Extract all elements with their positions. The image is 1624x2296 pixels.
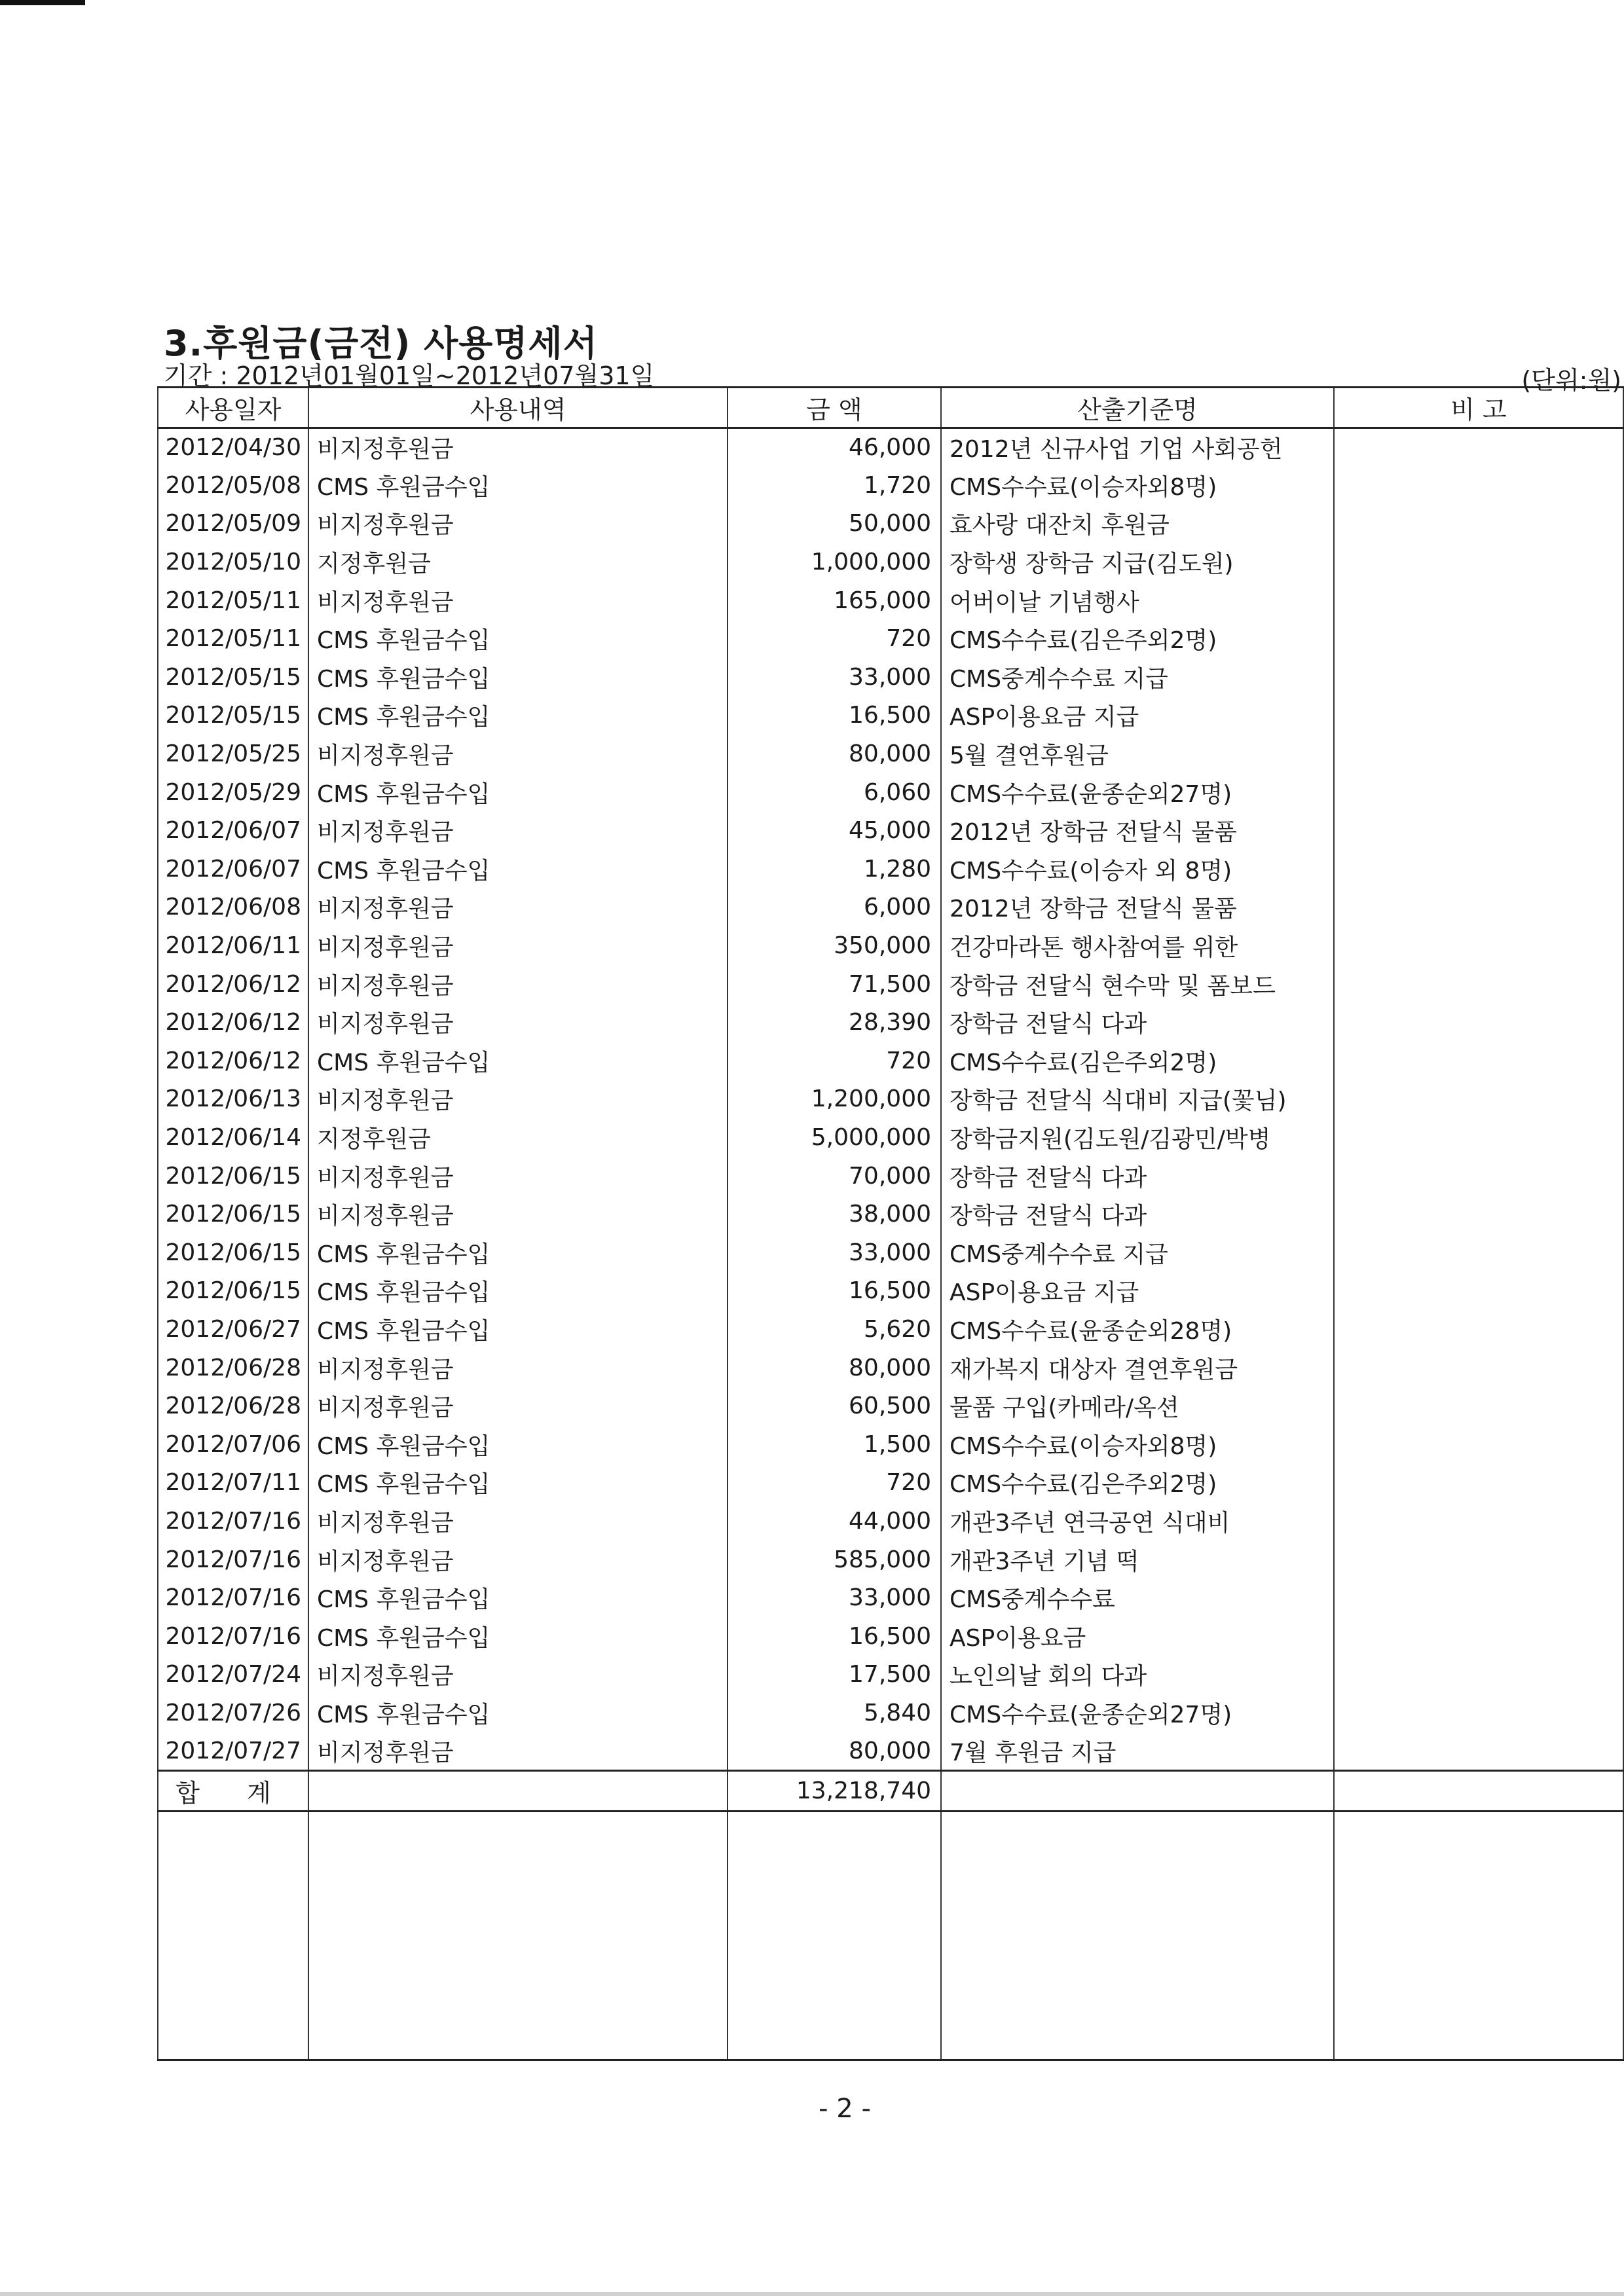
cell-note	[1334, 1349, 1623, 1387]
cell-note	[1334, 1003, 1623, 1042]
cell-date: 2012/06/12	[158, 1003, 308, 1042]
cell-description: CMS 후원금수입	[308, 1617, 728, 1656]
cell-description: 지정후원금	[308, 543, 728, 581]
cell-description: 비지정후원금	[308, 926, 728, 965]
cell-amount: 46,000	[728, 428, 941, 467]
cell-description: 비지정후원금	[308, 1732, 728, 1771]
cell-date: 2012/06/15	[158, 1157, 308, 1195]
cell-date: 2012/06/07	[158, 850, 308, 888]
cell-amount: 5,840	[728, 1694, 941, 1732]
table-row	[158, 1694, 1623, 1732]
table-row	[158, 1425, 1623, 1464]
total-amount: 13,218,740	[728, 1770, 941, 1811]
cell-description: CMS 후원금수입	[308, 1310, 728, 1349]
cell-amount: 165,000	[728, 581, 941, 620]
table-row	[158, 697, 1623, 735]
cell-date: 2012/06/11	[158, 926, 308, 965]
cell-note	[1334, 1042, 1623, 1080]
cell-note	[1334, 1425, 1623, 1464]
cell-note	[1334, 1118, 1623, 1157]
cell-description: CMS 후원금수입	[308, 1464, 728, 1503]
cell-date: 2012/06/08	[158, 888, 308, 927]
cell-description: 비지정후원금	[308, 1502, 728, 1540]
cell-basis: 장학금 전달식 현수막 및 폼보드	[941, 965, 1334, 1004]
cell-description: 비지정후원금	[308, 428, 728, 467]
cell-amount: 44,000	[728, 1502, 941, 1540]
cell-date: 2012/05/29	[158, 773, 308, 812]
cell-date: 2012/05/11	[158, 619, 308, 658]
cell-amount: 1,000,000	[728, 543, 941, 581]
cell-note	[1334, 543, 1623, 581]
cell-amount: 1,200,000	[728, 1080, 941, 1119]
header-basis: 산출기준명	[941, 388, 1334, 428]
cell-description: 비지정후원금	[308, 965, 728, 1004]
cell-date: 2012/04/30	[158, 428, 308, 467]
blank-cell	[308, 1811, 728, 2060]
cell-date: 2012/06/07	[158, 811, 308, 850]
cell-description: CMS 후원금수입	[308, 697, 728, 735]
cell-note	[1334, 619, 1623, 658]
cell-amount: 80,000	[728, 1732, 941, 1771]
cell-description: 비지정후원금	[308, 1080, 728, 1119]
cell-date: 2012/06/28	[158, 1387, 308, 1425]
cell-amount: 6,000	[728, 888, 941, 927]
table-row	[158, 773, 1623, 812]
table-row	[158, 1349, 1623, 1387]
cell-basis: CMS수수료(이승자외8명)	[941, 1425, 1334, 1464]
cell-description: 비지정후원금	[308, 735, 728, 773]
blank-row	[158, 1811, 1623, 2060]
cell-basis: CMS수수료(김은주외2명)	[941, 619, 1334, 658]
cell-amount: 350,000	[728, 926, 941, 965]
table-row	[158, 1042, 1623, 1080]
table-row	[158, 965, 1623, 1004]
cell-note	[1334, 735, 1623, 773]
cell-description: CMS 후원금수입	[308, 658, 728, 697]
cell-basis: 개관3주년 연극공연 식대비	[941, 1502, 1334, 1540]
total-empty-cell	[308, 1770, 728, 1811]
cell-note	[1334, 1578, 1623, 1617]
cell-date: 2012/07/11	[158, 1464, 308, 1503]
cell-amount: 585,000	[728, 1540, 941, 1579]
table-row	[158, 658, 1623, 697]
cell-basis: 장학금 전달식 다과	[941, 1003, 1334, 1042]
cell-description: CMS 후원금수입	[308, 850, 728, 888]
cell-basis: 2012년 신규사업 기업 사회공헌	[941, 428, 1334, 467]
cell-note	[1334, 1157, 1623, 1195]
scan-corner-mark	[0, 0, 85, 5]
cell-note	[1334, 1540, 1623, 1579]
cell-description: 비지정후원금	[308, 1656, 728, 1694]
table-row	[158, 1656, 1623, 1694]
cell-description: CMS 후원금수입	[308, 466, 728, 505]
cell-amount: 17,500	[728, 1656, 941, 1694]
cell-basis: 장학생 장학금 지급(김도원)	[941, 543, 1334, 581]
cell-date: 2012/06/15	[158, 1233, 308, 1272]
cell-basis: CMS수수료(김은주외2명)	[941, 1464, 1334, 1503]
table-row	[158, 811, 1623, 850]
cell-date: 2012/07/16	[158, 1502, 308, 1540]
cell-amount: 28,390	[728, 1003, 941, 1042]
cell-basis: CMS중계수수료 지급	[941, 658, 1334, 697]
table-row	[158, 505, 1623, 543]
cell-description: 비지정후원금	[308, 1157, 728, 1195]
cell-basis: 건강마라톤 행사참여를 위한	[941, 926, 1334, 965]
cell-note	[1334, 926, 1623, 965]
table-row	[158, 619, 1623, 658]
cell-date: 2012/07/26	[158, 1694, 308, 1732]
cell-basis: 노인의날 회의 다과	[941, 1656, 1334, 1694]
blank-cell	[158, 1811, 308, 2060]
cell-date: 2012/05/10	[158, 543, 308, 581]
cell-amount: 80,000	[728, 735, 941, 773]
total-empty-cell	[941, 1770, 1334, 1811]
cell-basis: ASP이용요금 지급	[941, 1272, 1334, 1311]
table-row	[158, 1540, 1623, 1579]
table-row	[158, 1464, 1623, 1503]
table-row	[158, 581, 1623, 620]
cell-date: 2012/07/24	[158, 1656, 308, 1694]
header-amount: 금 액	[728, 388, 941, 428]
cell-note	[1334, 773, 1623, 812]
table-row	[158, 1195, 1623, 1233]
cell-description: 비지정후원금	[308, 1349, 728, 1387]
cell-note	[1334, 1502, 1623, 1540]
cell-basis: CMS수수료(윤종순외28명)	[941, 1310, 1334, 1349]
cell-date: 2012/06/13	[158, 1080, 308, 1119]
table-row	[158, 735, 1623, 773]
total-empty-cell	[1334, 1770, 1623, 1811]
cell-date: 2012/06/15	[158, 1195, 308, 1233]
cell-description: 비지정후원금	[308, 1540, 728, 1579]
cell-basis: CMS중계수수료 지급	[941, 1233, 1334, 1272]
cell-basis: 물품 구입(카메라/옥션	[941, 1387, 1334, 1425]
table-row	[158, 428, 1623, 467]
cell-description: 비지정후원금	[308, 1387, 728, 1425]
cell-amount: 70,000	[728, 1157, 941, 1195]
cell-amount: 33,000	[728, 658, 941, 697]
header-date: 사용일자	[158, 388, 308, 428]
table-row	[158, 1080, 1623, 1119]
cell-amount: 50,000	[728, 505, 941, 543]
cell-description: 비지정후원금	[308, 811, 728, 850]
table-row	[158, 1310, 1623, 1349]
cell-date: 2012/07/16	[158, 1540, 308, 1579]
cell-amount: 71,500	[728, 965, 941, 1004]
cell-note	[1334, 1080, 1623, 1119]
cell-date: 2012/05/09	[158, 505, 308, 543]
cell-description: CMS 후원금수입	[308, 1042, 728, 1080]
cell-basis: CMS수수료(이승자외8명)	[941, 466, 1334, 505]
cell-amount: 45,000	[728, 811, 941, 850]
cell-basis: CMS중계수수료	[941, 1578, 1334, 1617]
cell-note	[1334, 1387, 1623, 1425]
cell-note	[1334, 1656, 1623, 1694]
cell-note	[1334, 1272, 1623, 1311]
cell-basis: CMS수수료(윤종순외27명)	[941, 1694, 1334, 1732]
cell-description: 비지정후원금	[308, 1195, 728, 1233]
cell-basis: 장학금 전달식 다과	[941, 1195, 1334, 1233]
cell-date: 2012/05/08	[158, 466, 308, 505]
cell-note	[1334, 1617, 1623, 1656]
cell-note	[1334, 1233, 1623, 1272]
cell-description: 비지정후원금	[308, 888, 728, 927]
cell-amount: 720	[728, 1042, 941, 1080]
table-row	[158, 1272, 1623, 1311]
cell-description: CMS 후원금수입	[308, 1694, 728, 1732]
cell-date: 2012/06/15	[158, 1272, 308, 1311]
cell-date: 2012/06/12	[158, 965, 308, 1004]
cell-basis: 2012년 장학금 전달식 물품	[941, 888, 1334, 927]
cell-note	[1334, 965, 1623, 1004]
header-note: 비 고	[1334, 388, 1623, 428]
total-row	[158, 1770, 1623, 1811]
cell-date: 2012/07/27	[158, 1732, 308, 1771]
table-row	[158, 466, 1623, 505]
table-row	[158, 1233, 1623, 1272]
cell-amount: 5,000,000	[728, 1118, 941, 1157]
cell-date: 2012/06/27	[158, 1310, 308, 1349]
cell-amount: 16,500	[728, 697, 941, 735]
cell-amount: 16,500	[728, 1617, 941, 1656]
table-row	[158, 926, 1623, 965]
cell-basis: CMS수수료(윤종순외27명)	[941, 773, 1334, 812]
cell-description: 비지정후원금	[308, 581, 728, 620]
table-row	[158, 1003, 1623, 1042]
table-row	[158, 1617, 1623, 1656]
blank-cell	[1334, 1811, 1623, 2060]
cell-note	[1334, 658, 1623, 697]
cell-amount: 16,500	[728, 1272, 941, 1311]
page-number: - 2 -	[819, 2094, 871, 2124]
cell-note	[1334, 850, 1623, 888]
cell-description: CMS 후원금수입	[308, 619, 728, 658]
cell-note	[1334, 697, 1623, 735]
cell-basis: 장학금지원(김도원/김광민/박병	[941, 1118, 1334, 1157]
cell-note	[1334, 888, 1623, 927]
cell-amount: 33,000	[728, 1233, 941, 1272]
cell-amount: 80,000	[728, 1349, 941, 1387]
cell-description: CMS 후원금수입	[308, 1233, 728, 1272]
cell-basis: CMS수수료(김은주외2명)	[941, 1042, 1334, 1080]
cell-note	[1334, 1195, 1623, 1233]
table-row	[158, 1732, 1623, 1771]
cell-note	[1334, 1694, 1623, 1732]
cell-amount: 5,620	[728, 1310, 941, 1349]
cell-basis: 장학금 전달식 다과	[941, 1157, 1334, 1195]
cell-date: 2012/05/15	[158, 658, 308, 697]
cell-note	[1334, 1732, 1623, 1771]
cell-basis: 재가복지 대상자 결연후원금	[941, 1349, 1334, 1387]
table-row	[158, 1578, 1623, 1617]
cell-description: 지정후원금	[308, 1118, 728, 1157]
donation-usage-table	[157, 386, 1624, 2061]
total-label: 합 계	[158, 1770, 308, 1811]
cell-amount: 38,000	[728, 1195, 941, 1233]
cell-date: 2012/07/06	[158, 1425, 308, 1464]
cell-date: 2012/05/25	[158, 735, 308, 773]
cell-amount: 720	[728, 1464, 941, 1503]
table-row	[158, 1387, 1623, 1425]
header-description: 사용내역	[308, 388, 728, 428]
scan-bottom-edge	[0, 2292, 1624, 2296]
cell-date: 2012/05/15	[158, 697, 308, 735]
table-row	[158, 850, 1623, 888]
cell-date: 2012/05/11	[158, 581, 308, 620]
cell-description: CMS 후원금수입	[308, 773, 728, 812]
cell-amount: 60,500	[728, 1387, 941, 1425]
cell-note	[1334, 581, 1623, 620]
cell-date: 2012/06/12	[158, 1042, 308, 1080]
document-title: 3.후원금(금전) 사용명세서	[164, 323, 598, 364]
cell-basis: 어버이날 기념행사	[941, 581, 1334, 620]
unit-label: (단위:원)	[1521, 366, 1621, 395]
cell-amount: 720	[728, 619, 941, 658]
cell-basis: 장학금 전달식 식대비 지급(꽃님)	[941, 1080, 1334, 1119]
cell-basis: 개관3주년 기념 떡	[941, 1540, 1334, 1579]
cell-basis: 7월 후원금 지급	[941, 1732, 1334, 1771]
cell-note	[1334, 466, 1623, 505]
table-header-row	[158, 388, 1623, 428]
cell-description: CMS 후원금수입	[308, 1578, 728, 1617]
cell-note	[1334, 428, 1623, 467]
cell-note	[1334, 1464, 1623, 1503]
cell-description: CMS 후원금수입	[308, 1272, 728, 1311]
table-row	[158, 1502, 1623, 1540]
cell-date: 2012/07/16	[158, 1617, 308, 1656]
cell-basis: ASP이용요금	[941, 1617, 1334, 1656]
cell-basis: 효사랑 대잔치 후원금	[941, 505, 1334, 543]
table-body	[158, 428, 1623, 1771]
cell-description: CMS 후원금수입	[308, 1425, 728, 1464]
cell-date: 2012/06/14	[158, 1118, 308, 1157]
cell-description: 비지정후원금	[308, 505, 728, 543]
blank-cell	[728, 1811, 941, 2060]
table-row	[158, 543, 1623, 581]
cell-date: 2012/06/28	[158, 1349, 308, 1387]
cell-amount: 33,000	[728, 1578, 941, 1617]
cell-note	[1334, 1310, 1623, 1349]
cell-amount: 6,060	[728, 773, 941, 812]
cell-date: 2012/07/16	[158, 1578, 308, 1617]
cell-description: 비지정후원금	[308, 1003, 728, 1042]
cell-basis: 2012년 장학금 전달식 물품	[941, 811, 1334, 850]
cell-basis: 5월 결연후원금	[941, 735, 1334, 773]
table-row	[158, 1157, 1623, 1195]
period-range: 기간 : 2012년01월01일~2012년07월31일	[164, 361, 655, 390]
cell-note	[1334, 505, 1623, 543]
table-row	[158, 1118, 1623, 1157]
cell-amount: 1,280	[728, 850, 941, 888]
cell-basis: ASP이용요금 지급	[941, 697, 1334, 735]
cell-basis: CMS수수료(이승자 외 8명)	[941, 850, 1334, 888]
table-row	[158, 888, 1623, 927]
cell-amount: 1,500	[728, 1425, 941, 1464]
cell-note	[1334, 811, 1623, 850]
cell-amount: 1,720	[728, 466, 941, 505]
blank-cell	[941, 1811, 1334, 2060]
